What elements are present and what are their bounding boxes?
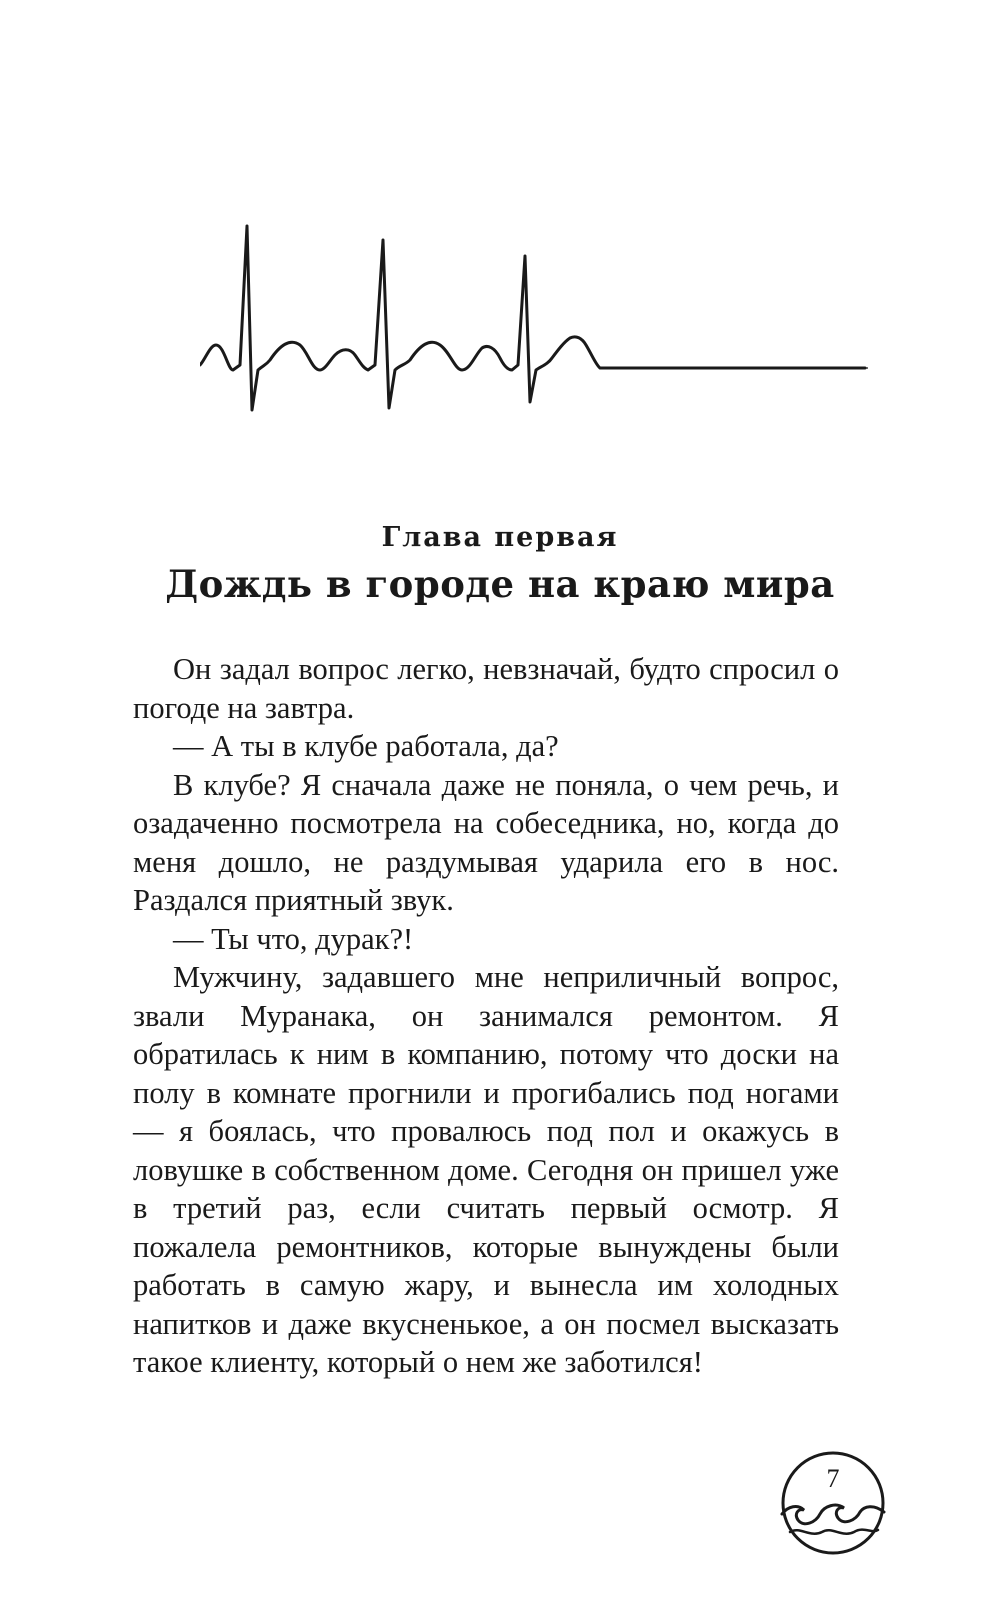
paragraph: В клубе? Я сначала даже не поняла, о чем речь, и озадаченно посмотрела на собеседника, но, когда до меня дошло, не раздумывая ударила его в нос. Раздался приятный звук. [133, 767, 839, 917]
chapter-label: Глава первая [381, 522, 619, 553]
page-number: 7 [826, 1464, 840, 1493]
paragraph: Мужчину, задавшего мне неприличный вопрос, звали Муранака, он занимался ремонтом. Я обратилась к ним в компанию, потому что доски на полу в комнате прогнили и прогибались под ногами — я боялась, что провалюсь под пол и окажусь в ловушке в собственном доме. Сегодня он пришел уже в третий раз, если считать первый осмотр. Я пожалела ремонтников, которые вынуждены были работать в самую жару, и вынесла им холодных напитков и даже вкусненькое, а он посмел высказать такое клиенту, который о нем же заботился! [133, 960, 839, 1379]
chapter-body [133, 650, 839, 1382]
chapter-title: Дождь в городе на краю мира [165, 562, 835, 606]
paragraph: — А ты в клубе работала, да? [173, 729, 559, 763]
heartbeat-line-icon [200, 220, 900, 430]
paragraph: — Ты что, дурак?! [173, 921, 414, 956]
paragraph: Он задал вопрос легко, невзначай, будто спросил о погоде на завтра. [133, 652, 839, 725]
page-badge [778, 1448, 888, 1558]
